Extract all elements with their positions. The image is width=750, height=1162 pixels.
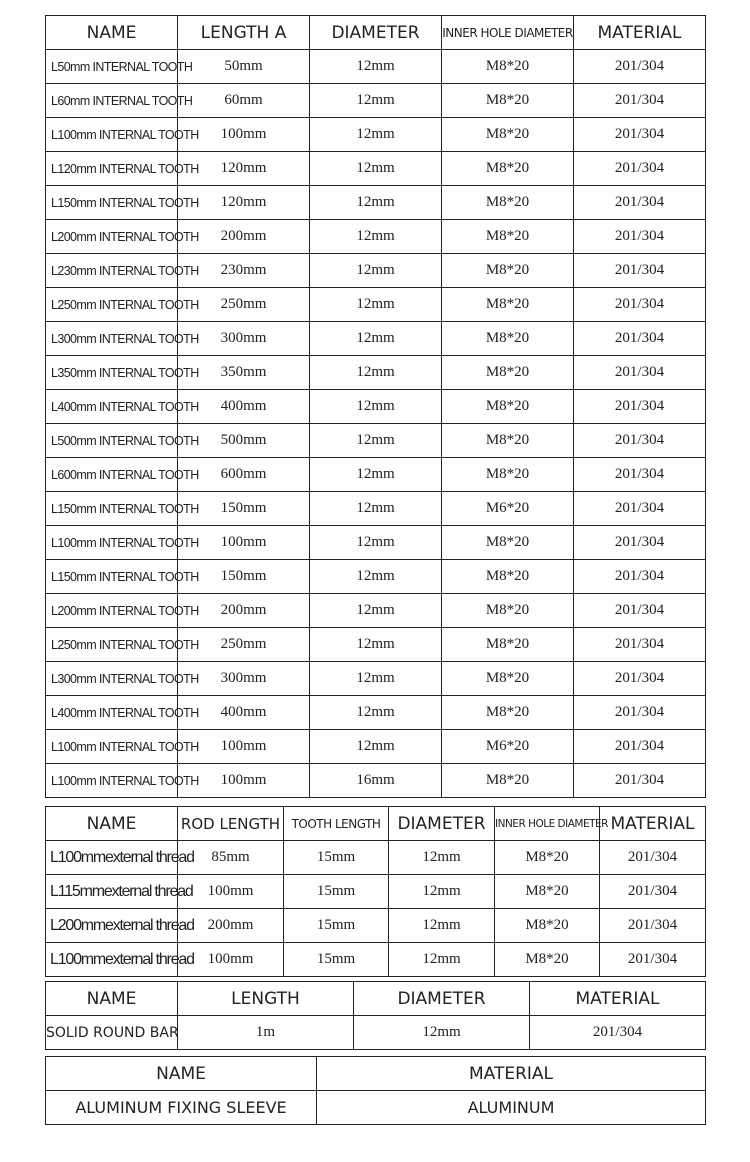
table-row bbox=[46, 696, 706, 730]
header-name: NAME bbox=[46, 16, 178, 50]
cell-inner-hole-diameter: M8*20 bbox=[442, 390, 574, 424]
table-header-row bbox=[46, 16, 706, 50]
header-rod-length: ROD LENGTH bbox=[178, 807, 284, 841]
cell-material: ALUMINUM bbox=[317, 1091, 706, 1125]
cell-material: 201/304 bbox=[574, 288, 706, 322]
cell-length-a: 100mm bbox=[178, 118, 310, 152]
cell-inner-hole-diameter: M8*20 bbox=[442, 186, 574, 220]
table-row bbox=[46, 458, 706, 492]
cell-diameter: 12mm bbox=[389, 875, 495, 909]
cell-inner-hole-diameter: M6*20 bbox=[442, 492, 574, 526]
cell-diameter: 12mm bbox=[310, 288, 442, 322]
cell-length-a: 100mm bbox=[178, 730, 310, 764]
cell-name: L100mmexternal thread bbox=[46, 841, 178, 875]
cell-diameter: 12mm bbox=[310, 492, 442, 526]
table-row bbox=[46, 628, 706, 662]
internal-tooth-table-body bbox=[46, 50, 706, 798]
cell-inner-hole-diameter: M8*20 bbox=[495, 841, 600, 875]
header-inner-hole-diameter: INNER HOLE DIAMETER bbox=[442, 16, 574, 50]
cell-inner-hole-diameter: M8*20 bbox=[442, 696, 574, 730]
solid-round-bar-table bbox=[45, 981, 706, 1050]
cell-length-a: 150mm bbox=[178, 560, 310, 594]
cell-inner-hole-diameter: M8*20 bbox=[442, 594, 574, 628]
cell-inner-hole-diameter: M8*20 bbox=[442, 356, 574, 390]
cell-diameter: 12mm bbox=[310, 390, 442, 424]
cell-diameter: 12mm bbox=[310, 118, 442, 152]
cell-inner-hole-diameter: M8*20 bbox=[442, 118, 574, 152]
header-material: MATERIAL bbox=[530, 982, 706, 1016]
cell-material: 201/304 bbox=[600, 909, 706, 943]
cell-tooth-length: 15mm bbox=[284, 909, 389, 943]
cell-material: 201/304 bbox=[574, 390, 706, 424]
cell-material: 201/304 bbox=[574, 84, 706, 118]
cell-inner-hole-diameter: M8*20 bbox=[442, 458, 574, 492]
cell-name: L120mm INTERNAL TOOTH bbox=[46, 152, 178, 186]
cell-length-a: 400mm bbox=[178, 696, 310, 730]
cell-name: ALUMINUM FIXING SLEEVE bbox=[46, 1091, 317, 1125]
cell-inner-hole-diameter: M8*20 bbox=[442, 628, 574, 662]
cell-diameter: 12mm bbox=[310, 662, 442, 696]
cell-diameter: 12mm bbox=[310, 322, 442, 356]
cell-name: L300mm INTERNAL TOOTH bbox=[46, 322, 178, 356]
cell-length-a: 230mm bbox=[178, 254, 310, 288]
cell-length-a: 500mm bbox=[178, 424, 310, 458]
cell-name: L60mm INTERNAL TOOTH bbox=[46, 84, 178, 118]
cell-diameter: 12mm bbox=[389, 943, 495, 977]
cell-name: L150mm INTERNAL TOOTH bbox=[46, 186, 178, 220]
cell-name: L100mm INTERNAL TOOTH bbox=[46, 118, 178, 152]
cell-inner-hole-diameter: M8*20 bbox=[442, 322, 574, 356]
cell-material: 201/304 bbox=[574, 50, 706, 84]
header-length: LENGTH bbox=[178, 982, 354, 1016]
cell-material: 201/304 bbox=[574, 730, 706, 764]
cell-inner-hole-diameter: M8*20 bbox=[442, 288, 574, 322]
cell-name: L400mm INTERNAL TOOTH bbox=[46, 696, 178, 730]
table-row bbox=[46, 424, 706, 458]
table-row bbox=[46, 943, 706, 977]
cell-diameter: 16mm bbox=[310, 764, 442, 798]
cell-material: 201/304 bbox=[574, 424, 706, 458]
cell-material: 201/304 bbox=[574, 662, 706, 696]
cell-name: L250mm INTERNAL TOOTH bbox=[46, 628, 178, 662]
cell-name: L100mm INTERNAL TOOTH bbox=[46, 526, 178, 560]
cell-name: L500mm INTERNAL TOOTH bbox=[46, 424, 178, 458]
cell-material: 201/304 bbox=[574, 764, 706, 798]
cell-diameter: 12mm bbox=[310, 186, 442, 220]
cell-diameter: 12mm bbox=[310, 84, 442, 118]
header-diameter: DIAMETER bbox=[310, 16, 442, 50]
cell-diameter: 12mm bbox=[310, 594, 442, 628]
table-row bbox=[46, 322, 706, 356]
cell-length-a: 200mm bbox=[178, 220, 310, 254]
cell-inner-hole-diameter: M8*20 bbox=[495, 909, 600, 943]
table-row bbox=[46, 730, 706, 764]
cell-diameter: 12mm bbox=[310, 254, 442, 288]
cell-diameter: 12mm bbox=[310, 526, 442, 560]
table-header-row bbox=[46, 807, 706, 841]
cell-diameter: 12mm bbox=[310, 356, 442, 390]
table-row bbox=[46, 118, 706, 152]
cell-inner-hole-diameter: M8*20 bbox=[495, 875, 600, 909]
cell-inner-hole-diameter: M8*20 bbox=[442, 84, 574, 118]
cell-name: L100mmexternal thread bbox=[46, 943, 178, 977]
cell-length-a: 120mm bbox=[178, 186, 310, 220]
cell-material: 201/304 bbox=[600, 875, 706, 909]
table-header-row bbox=[46, 982, 706, 1016]
cell-length-a: 150mm bbox=[178, 492, 310, 526]
cell-name: L100mm INTERNAL TOOTH bbox=[46, 764, 178, 798]
external-thread-table-body bbox=[46, 841, 706, 977]
table-row bbox=[46, 560, 706, 594]
cell-length-a: 60mm bbox=[178, 84, 310, 118]
table-row bbox=[46, 84, 706, 118]
table-row bbox=[46, 50, 706, 84]
cell-name: L100mm INTERNAL TOOTH bbox=[46, 730, 178, 764]
cell-rod-length: 100mm bbox=[178, 875, 284, 909]
cell-material: 201/304 bbox=[530, 1016, 706, 1050]
cell-length: 1m bbox=[178, 1016, 354, 1050]
cell-inner-hole-diameter: M8*20 bbox=[442, 220, 574, 254]
header-diameter: DIAMETER bbox=[389, 807, 495, 841]
internal-tooth-table bbox=[45, 15, 706, 798]
cell-inner-hole-diameter: M8*20 bbox=[442, 764, 574, 798]
table-row bbox=[46, 841, 706, 875]
header-name: NAME bbox=[46, 807, 178, 841]
cell-diameter: 12mm bbox=[310, 424, 442, 458]
cell-diameter: 12mm bbox=[310, 628, 442, 662]
table-row bbox=[46, 152, 706, 186]
cell-length-a: 120mm bbox=[178, 152, 310, 186]
cell-material: 201/304 bbox=[574, 254, 706, 288]
cell-length-a: 250mm bbox=[178, 628, 310, 662]
table-row bbox=[46, 909, 706, 943]
cell-length-a: 250mm bbox=[178, 288, 310, 322]
table-header-row bbox=[46, 1057, 706, 1091]
cell-diameter: 12mm bbox=[310, 152, 442, 186]
cell-name: L230mm INTERNAL TOOTH bbox=[46, 254, 178, 288]
aluminum-sleeve-table bbox=[45, 1056, 706, 1125]
cell-name: L400mm INTERNAL TOOTH bbox=[46, 390, 178, 424]
cell-material: 201/304 bbox=[600, 943, 706, 977]
cell-inner-hole-diameter: M8*20 bbox=[495, 943, 600, 977]
cell-name: L200mm INTERNAL TOOTH bbox=[46, 594, 178, 628]
table-row bbox=[46, 594, 706, 628]
cell-diameter: 12mm bbox=[389, 841, 495, 875]
table-row bbox=[46, 356, 706, 390]
cell-name: L50mm INTERNAL TOOTH bbox=[46, 50, 178, 84]
table-row bbox=[46, 220, 706, 254]
cell-tooth-length: 15mm bbox=[284, 875, 389, 909]
cell-length-a: 100mm bbox=[178, 764, 310, 798]
cell-inner-hole-diameter: M8*20 bbox=[442, 662, 574, 696]
cell-rod-length: 100mm bbox=[178, 943, 284, 977]
cell-material: 201/304 bbox=[574, 220, 706, 254]
cell-rod-length: 85mm bbox=[178, 841, 284, 875]
cell-material: 201/304 bbox=[574, 560, 706, 594]
cell-diameter: 12mm bbox=[310, 560, 442, 594]
cell-tooth-length: 15mm bbox=[284, 943, 389, 977]
cell-inner-hole-diameter: M8*20 bbox=[442, 526, 574, 560]
cell-name: L115mmexternal thread bbox=[46, 875, 178, 909]
table-row bbox=[46, 492, 706, 526]
cell-length-a: 200mm bbox=[178, 594, 310, 628]
table-row bbox=[46, 254, 706, 288]
table-row bbox=[46, 875, 706, 909]
cell-name: SOLID ROUND BAR bbox=[46, 1016, 178, 1050]
table-row bbox=[46, 390, 706, 424]
cell-length-a: 600mm bbox=[178, 458, 310, 492]
cell-inner-hole-diameter: M8*20 bbox=[442, 424, 574, 458]
header-name: NAME bbox=[46, 1057, 317, 1091]
cell-material: 201/304 bbox=[574, 594, 706, 628]
cell-inner-hole-diameter: M8*20 bbox=[442, 50, 574, 84]
cell-name: L300mm INTERNAL TOOTH bbox=[46, 662, 178, 696]
cell-diameter: 12mm bbox=[310, 696, 442, 730]
cell-material: 201/304 bbox=[600, 841, 706, 875]
cell-material: 201/304 bbox=[574, 186, 706, 220]
cell-name: L350mm INTERNAL TOOTH bbox=[46, 356, 178, 390]
cell-material: 201/304 bbox=[574, 322, 706, 356]
cell-name: L150mm INTERNAL TOOTH bbox=[46, 560, 178, 594]
cell-name: L600mm INTERNAL TOOTH bbox=[46, 458, 178, 492]
cell-length-a: 100mm bbox=[178, 526, 310, 560]
cell-material: 201/304 bbox=[574, 526, 706, 560]
cell-length-a: 300mm bbox=[178, 662, 310, 696]
cell-length-a: 350mm bbox=[178, 356, 310, 390]
header-material: MATERIAL bbox=[600, 807, 706, 841]
cell-diameter: 12mm bbox=[310, 730, 442, 764]
cell-name: L250mm INTERNAL TOOTH bbox=[46, 288, 178, 322]
cell-material: 201/304 bbox=[574, 492, 706, 526]
header-length-a: LENGTH A bbox=[178, 16, 310, 50]
cell-inner-hole-diameter: M6*20 bbox=[442, 730, 574, 764]
cell-diameter: 12mm bbox=[310, 50, 442, 84]
cell-name: L150mm INTERNAL TOOTH bbox=[46, 492, 178, 526]
cell-material: 201/304 bbox=[574, 152, 706, 186]
table-row bbox=[46, 288, 706, 322]
cell-name: L200mmexternal thread bbox=[46, 909, 178, 943]
cell-tooth-length: 15mm bbox=[284, 841, 389, 875]
table-row bbox=[46, 1016, 706, 1050]
cell-material: 201/304 bbox=[574, 356, 706, 390]
header-inner-hole-diameter: INNER HOLE DIAMETER bbox=[495, 807, 600, 841]
cell-name: L200mm INTERNAL TOOTH bbox=[46, 220, 178, 254]
header-material: MATERIAL bbox=[574, 16, 706, 50]
cell-diameter: 12mm bbox=[310, 220, 442, 254]
table-row bbox=[46, 1091, 706, 1125]
header-diameter: DIAMETER bbox=[354, 982, 530, 1016]
cell-material: 201/304 bbox=[574, 118, 706, 152]
cell-diameter: 12mm bbox=[354, 1016, 530, 1050]
cell-material: 201/304 bbox=[574, 458, 706, 492]
header-material: MATERIAL bbox=[317, 1057, 706, 1091]
cell-length-a: 50mm bbox=[178, 50, 310, 84]
cell-length-a: 300mm bbox=[178, 322, 310, 356]
cell-material: 201/304 bbox=[574, 628, 706, 662]
cell-inner-hole-diameter: M8*20 bbox=[442, 152, 574, 186]
table-row bbox=[46, 662, 706, 696]
cell-inner-hole-diameter: M8*20 bbox=[442, 560, 574, 594]
table-row bbox=[46, 186, 706, 220]
cell-length-a: 400mm bbox=[178, 390, 310, 424]
cell-inner-hole-diameter: M8*20 bbox=[442, 254, 574, 288]
cell-rod-length: 200mm bbox=[178, 909, 284, 943]
cell-diameter: 12mm bbox=[389, 909, 495, 943]
header-tooth-length: TOOTH LENGTH bbox=[284, 807, 389, 841]
cell-diameter: 12mm bbox=[310, 458, 442, 492]
table-row bbox=[46, 764, 706, 798]
header-name: NAME bbox=[46, 982, 178, 1016]
table-row bbox=[46, 526, 706, 560]
cell-material: 201/304 bbox=[574, 696, 706, 730]
external-thread-table bbox=[45, 806, 706, 977]
